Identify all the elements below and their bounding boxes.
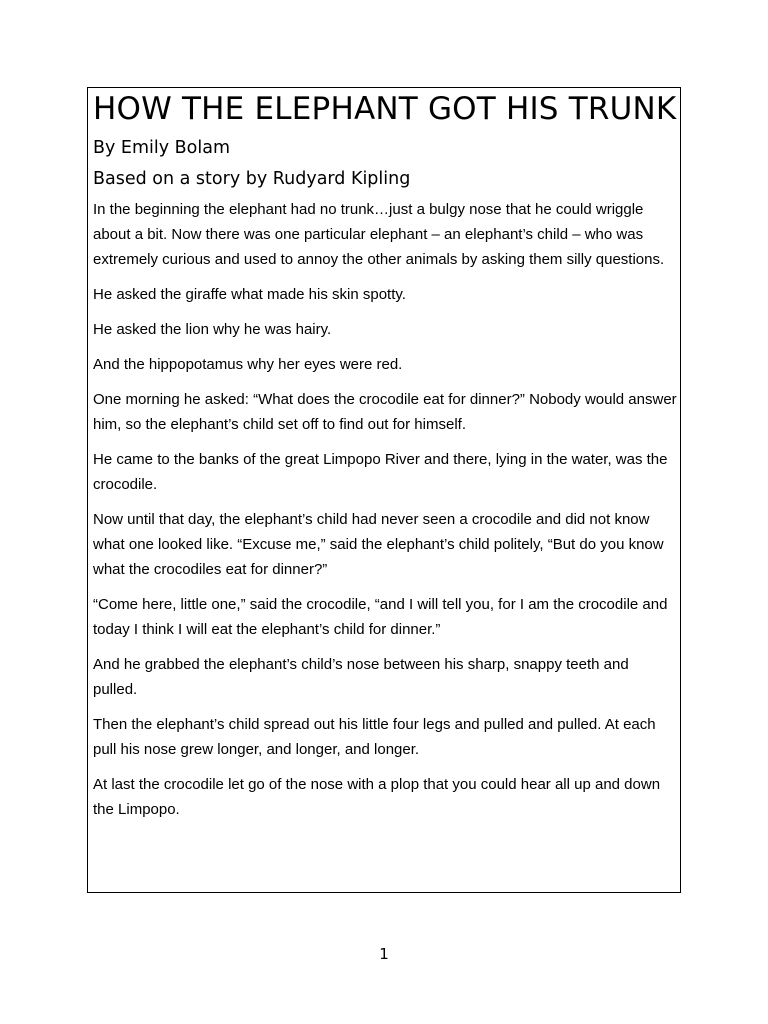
paragraph: “Come here, little one,” said the crocodile, “and I will tell you, for I am the crocodile and today I think I will eat the elephant’s child for dinner.” bbox=[93, 595, 668, 638]
paragraph: He asked the lion why he was hairy. bbox=[93, 321, 332, 338]
paragraph: He asked the giraffe what made his skin spotty. bbox=[93, 286, 406, 304]
paragraph: In the beginning the elephant had no trunk…just a bulgy nose that he could wriggle about a bit. Now there was one particular elephant – an elephant’s child – who was extremely curious and used to annoy the other animals by asking them silly questions. bbox=[93, 201, 665, 269]
paragraph: Now until that day, the elephant’s child had never seen a crocodile and did not know what one looked like. “Excuse me,” said the elephant’s child politely, “But do you know what the crocodiles eat for dinner?” bbox=[93, 510, 664, 578]
source-line: Based on a story by Rudyard Kipling bbox=[93, 169, 411, 189]
paragraph: And he grabbed the elephant’s child’s nose between his sharp, snappy teeth and pulled. bbox=[93, 655, 629, 698]
story-content bbox=[93, 88, 677, 832]
paragraph: At last the crocodile let go of the nose with a plop that you could hear all up and down the Limpopo. bbox=[93, 775, 661, 818]
paragraph: He came to the banks of the great Limpopo River and there, lying in the water, was the crocodile. bbox=[93, 450, 668, 493]
paragraph: And the hippopotamus why her eyes were red. bbox=[93, 355, 403, 373]
story-title: HOW THE ELEPHANT GOT HIS TRUNK bbox=[93, 91, 677, 127]
paragraph: One morning he asked: “What does the crocodile eat for dinner?” Nobody would answer him, so the elephant’s child set off to find out for himself. bbox=[93, 390, 677, 433]
page-number: 1 bbox=[379, 945, 389, 963]
author-line: By Emily Bolam bbox=[93, 138, 231, 158]
paragraph: Then the elephant’s child spread out his little four legs and pulled and pulled. At each pull his nose grew longer, and longer, and longer. bbox=[93, 715, 656, 758]
